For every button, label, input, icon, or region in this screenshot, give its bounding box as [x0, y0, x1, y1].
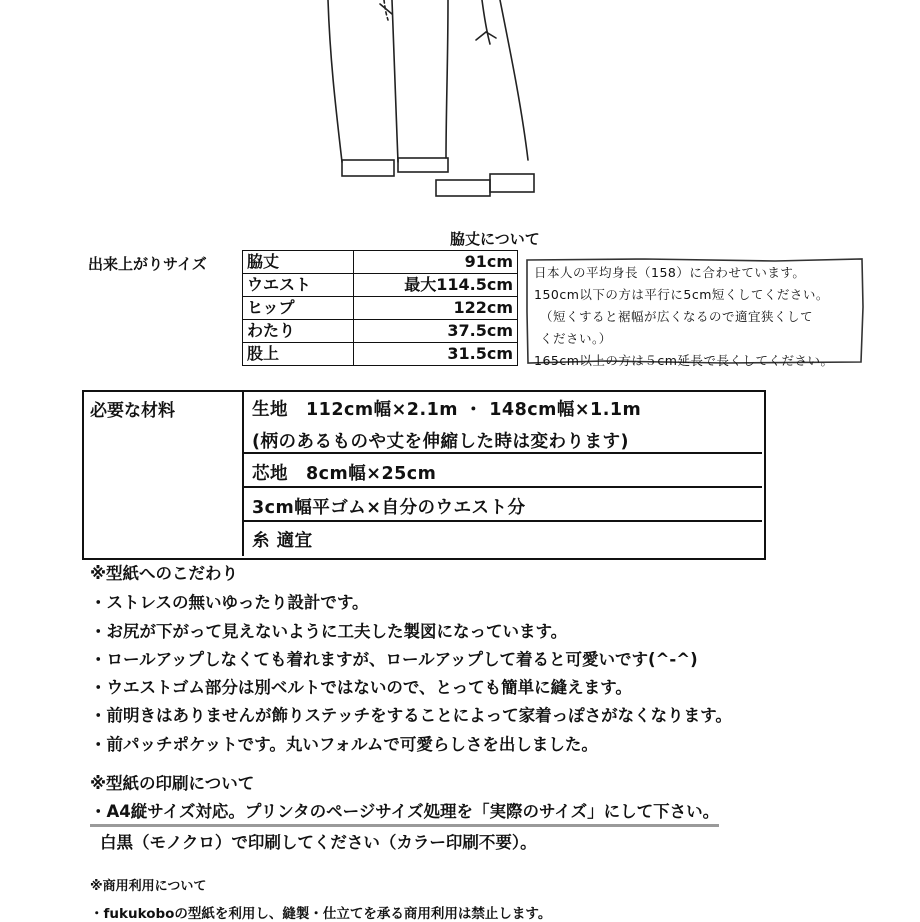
- pants-illustration: [0, 0, 920, 215]
- material-fabric-note: (柄のあるものや丈を伸縮した時は変わります): [252, 432, 629, 452]
- size-value: 91cm: [354, 251, 518, 274]
- divider: [242, 520, 762, 522]
- size-value: 最大114.5cm: [354, 274, 518, 297]
- materials-label: 必要な材料: [90, 401, 175, 421]
- size-value: 37.5cm: [354, 320, 518, 343]
- size-key: わたり: [243, 320, 354, 343]
- finished-size-label: 出来上がりサイズ: [88, 255, 207, 273]
- note-line: ください。）: [540, 331, 612, 346]
- size-value: 31.5cm: [354, 343, 518, 366]
- feature-item: ・ロールアップしなくても着れますが、ロールアップして着ると可愛いです(^-^): [90, 650, 698, 669]
- size-chart-title: 脇丈について: [450, 230, 540, 248]
- feature-item: ・ウエストゴム部分は別ベルトではないので、とっても簡単に縫えます。: [90, 678, 632, 697]
- material-thread: 糸 適宜: [252, 531, 313, 551]
- printing-line-a4: ・A4縦サイズ対応。プリンタのページサイズ処理を「実際のサイズ」にして下さい。: [90, 798, 719, 827]
- material-elastic: 3cm幅平ゴム×自分のウエスト分: [252, 498, 526, 518]
- feature-item: ・お尻が下がって見えないように工夫した製図になっています。: [90, 622, 568, 641]
- material-fabric: 生地 112cm幅×2.1m ・ 148cm幅×1.1m: [252, 400, 642, 420]
- note-line: 150cm以下の方は平行に5cm短くしてください。: [534, 287, 829, 302]
- size-key: 股上: [243, 343, 354, 366]
- length-note: [534, 262, 833, 372]
- table-row: [243, 343, 518, 366]
- feature-item: ・前パッチポケットです。丸いフォルムで可愛らしさを出しました。: [90, 735, 598, 754]
- size-key: ヒップ: [243, 297, 354, 320]
- material-interfacing: 芯地 8cm幅×25cm: [252, 464, 437, 484]
- table-row: [243, 251, 518, 274]
- divider: [242, 390, 244, 556]
- table-row: [243, 297, 518, 320]
- features-title: ※型紙へのこだわり: [90, 564, 239, 583]
- divider: [242, 486, 762, 488]
- note-line: （短くすると裾幅が広くなるので適宜狭くして: [540, 309, 814, 324]
- size-value: 122cm: [354, 297, 518, 320]
- printing-title: ※型紙の印刷について: [90, 774, 255, 793]
- table-row: [243, 320, 518, 343]
- note-line: 日本人の平均身長（158）に合わせています。: [534, 265, 806, 280]
- size-key: ウエスト: [243, 274, 354, 297]
- commercial-title: ※商用利用について: [90, 879, 207, 894]
- feature-item: ・ストレスの無いゆったり設計です。: [90, 593, 369, 612]
- note-line: 165cm以上の方は５cm延長で長くしてください。: [534, 353, 834, 368]
- feature-item: ・前明きはありませんが飾りステッチをすることによって家着っぽさがなくなります。: [90, 706, 732, 725]
- size-table: [242, 250, 518, 366]
- table-row: [243, 274, 518, 297]
- printing-line-mono: 白黒（モノクロ）で印刷してください（カラー印刷不要）。: [100, 833, 537, 852]
- size-key: 脇丈: [243, 251, 354, 274]
- commercial-line: ・fukukoboの型紙を利用し、縫製・仕立てを承る商用利用は禁止します。: [90, 906, 552, 922]
